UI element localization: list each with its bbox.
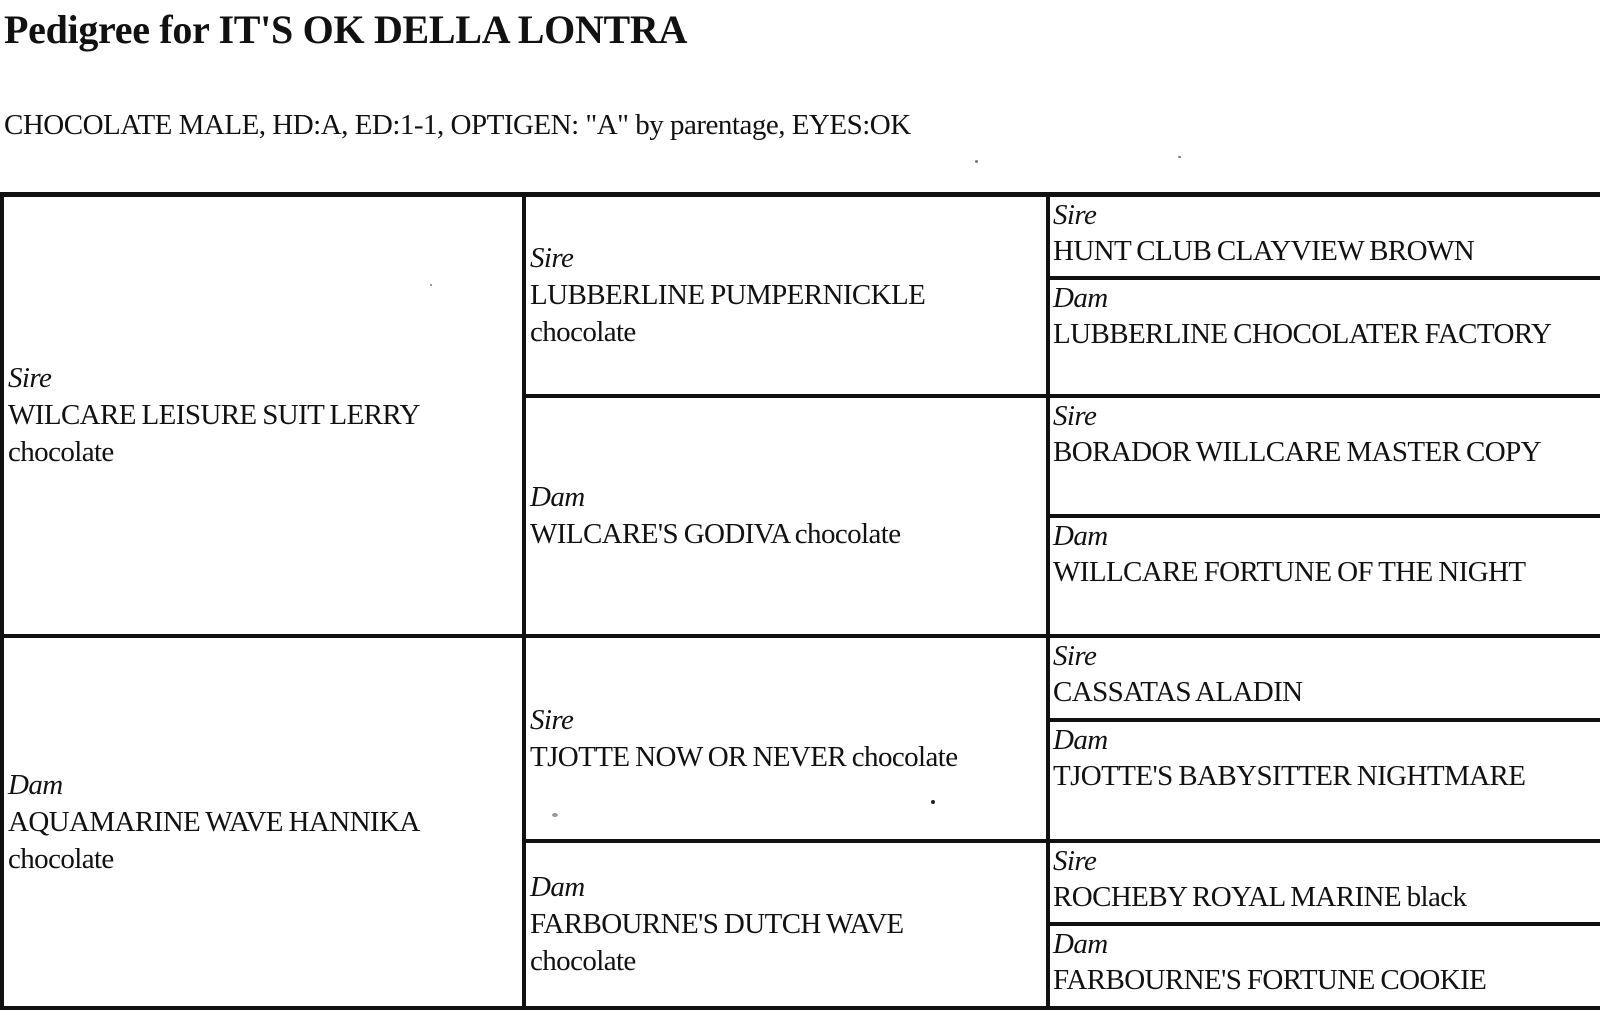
dog-name: WILCARE'S GODIVA [530, 518, 790, 550]
pedigree-table [0, 192, 1600, 1010]
pedigree-cell-dam-sire-sire [1048, 636, 1600, 720]
dog-name: CASSATAS ALADIN [1053, 676, 1303, 709]
dog-name: WILLCARE FORTUNE OF THE NIGHT [1053, 556, 1526, 588]
role-label: Sire [530, 703, 574, 736]
dog-name: WILCARE LEISURE SUIT LERRY [8, 399, 420, 432]
dog-name: LUBBERLINE PUMPERNICKLE [530, 278, 926, 311]
dog-color: chocolate [530, 944, 636, 977]
pedigree-cell-sire-sire-dam [1048, 278, 1600, 395]
role-label: Sire [530, 241, 574, 274]
scan-speck [1178, 156, 1181, 158]
role-label: Sire [1053, 640, 1097, 673]
dog-color: chocolate [8, 436, 114, 469]
pedigree-cell-dam-sire [524, 636, 1048, 840]
role-label: Dam [1053, 282, 1108, 315]
dog-color: black [1406, 880, 1467, 913]
page-title: Pedigree for IT'S OK DELLA LONTRA [4, 7, 688, 52]
role-label: Sire [1053, 844, 1097, 877]
pedigree-cell-dam-dam-dam [1048, 924, 1600, 1008]
role-label: Dam [1053, 928, 1108, 961]
dog-color: chocolate [8, 842, 114, 875]
dog-name: LUBBERLINE CHOCOLATER FACTORY [1053, 318, 1552, 351]
role-label: Dam [1053, 520, 1108, 552]
dog-color: chocolate [794, 518, 901, 550]
dog-details: CHOCOLATE MALE, HD:A, ED:1-1, OPTIGEN: "A" by parentage, EYES:OK [4, 109, 911, 141]
role-label: Sire [1053, 199, 1097, 231]
pedigree-cell-dam-dam [524, 841, 1048, 1008]
pedigree-cell-sire-dam-sire [1048, 396, 1600, 516]
dog-name: ROCHEBY ROYAL MARINE [1053, 880, 1401, 913]
pedigree-cell-dam-sire-dam [1048, 720, 1600, 840]
pedigree-cell-sire [2, 195, 524, 637]
pedigree-cell-sire-sire [524, 195, 1048, 396]
dog-name: AQUAMARINE WAVE HANNIKA [8, 805, 420, 838]
role-label: Dam [530, 481, 585, 513]
scan-speck [975, 160, 978, 163]
dog-name: FARBOURNE'S DUTCH WAVE [530, 907, 904, 940]
role-label: Dam [8, 768, 63, 801]
dog-name: HUNT CLUB CLAYVIEW BROWN [1053, 235, 1475, 267]
dog-color: chocolate [530, 315, 636, 348]
role-label: Sire [8, 362, 52, 395]
dog-name: BORADOR WILLCARE MASTER COPY [1053, 435, 1542, 468]
dog-name: TJOTTE'S BABYSITTER NIGHTMARE [1053, 760, 1526, 793]
role-label: Sire [1053, 399, 1097, 432]
role-label: Dam [1053, 724, 1108, 757]
dog-name: TJOTTE NOW OR NEVER [530, 740, 847, 773]
pedigree-cell-sire-dam-dam [1048, 516, 1600, 636]
role-label: Dam [530, 870, 585, 903]
pedigree-cell-sire-dam [524, 396, 1048, 637]
pedigree-cell-sire-sire-sire [1048, 195, 1600, 279]
pedigree-cell-dam-dam-sire [1048, 841, 1600, 925]
dog-color: chocolate [851, 740, 958, 773]
dog-name: FARBOURNE'S FORTUNE COOKIE [1053, 964, 1487, 997]
pedigree-cell-dam [2, 636, 524, 1008]
